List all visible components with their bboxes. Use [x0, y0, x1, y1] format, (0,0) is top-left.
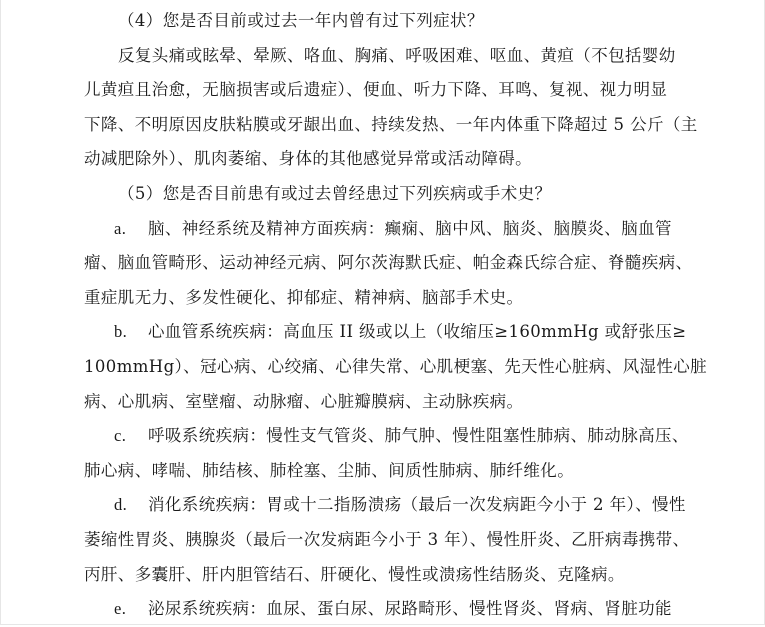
item-d-line: 丙肝、多囊肝、肝内胆管结石、肝硬化、慢性或溃疡性结肠炎、克隆病。	[84, 564, 625, 584]
question-4-line: 儿黄疸且治愈，无脑损害或后遗症）、便血、听力下降、耳鸣、复视、视力明显	[84, 80, 668, 100]
item-a-label: a.	[114, 218, 127, 238]
question-4-line: 下降、不明原因皮肤粘膜或牙龈出血、持续发热、一年内体重下降超过 5 公斤（主	[84, 114, 698, 134]
item-e-text: 泌尿系统疾病：血尿、蛋白尿、尿路畸形、慢性肾炎、肾病、肾脏功能	[148, 599, 672, 619]
item-c-first-line	[84, 419, 704, 454]
item-c-line: 肺心病、哮喘、肺结核、肺栓塞、尘肺、间质性肺病、肺纤维化。	[84, 460, 575, 480]
question-5-heading: （5）您是否目前患有或过去曾经患过下列疾病或手术史？	[118, 183, 552, 203]
item-d-line: 萎缩性胃炎、胰腺炎（最后一次发病距今小于 3 年）、慢性肝炎、乙肝病毒携带、	[84, 529, 690, 549]
item-e-label: e.	[114, 599, 127, 619]
question-4-line: 动减肥除外）、肌肉萎缩、身体的其他感觉异常或活动障碍。	[84, 149, 533, 169]
item-d-first-line	[84, 488, 704, 523]
item-c-label: c.	[114, 426, 127, 446]
item-d-label: d.	[114, 495, 128, 515]
item-a-line: 瘤、脑血管畸形、运动神经元病、阿尔茨海默氏症、帕金森氏综合症、脊髓疾病、	[84, 253, 693, 273]
item-a-text: 脑、神经系统及精神方面疾病：癫痫、脑中风、脑炎、脑膜炎、脑血管	[148, 218, 672, 238]
question-4-line: 反复头痛或眩晕、晕厥、咯血、胸痛、呼吸困难、呕血、黄疸（不包括婴幼	[118, 45, 676, 65]
item-e-first-line	[84, 592, 704, 627]
item-a-line: 重症肌无力、多发性硬化、抑郁症、精神病、脑部手术史。	[84, 287, 524, 307]
item-b-first-line	[84, 315, 704, 350]
item-b-label: b.	[114, 322, 128, 342]
item-c-text: 呼吸系统疾病：慢性支气管炎、肺气肿、慢性阻塞性肺病、肺动脉高压、	[148, 426, 689, 446]
item-b-text: 心血管系统疾病：高血压 II 级或以上（收缩压≥160mmHg 或舒张压≥	[148, 322, 687, 342]
item-a-first-line	[84, 212, 704, 247]
question-4-heading: （4）您是否目前或过去一年内曾有过下列症状？	[118, 11, 484, 30]
item-b-line: 100mmHg）、冠心病、心绞痛、心律失常、心肌梗塞、先天性心脏病、风湿性心脏	[84, 356, 708, 376]
item-d-text: 消化系统疾病：胃或十二指肠溃疡（最后一次发病距今小于 2 年）、慢性	[148, 495, 686, 515]
document-body	[84, 4, 708, 627]
item-b-line: 病、心肌病、室壁瘤、动脉瘤、心脏瓣膜病、主动脉疾病。	[84, 391, 524, 411]
